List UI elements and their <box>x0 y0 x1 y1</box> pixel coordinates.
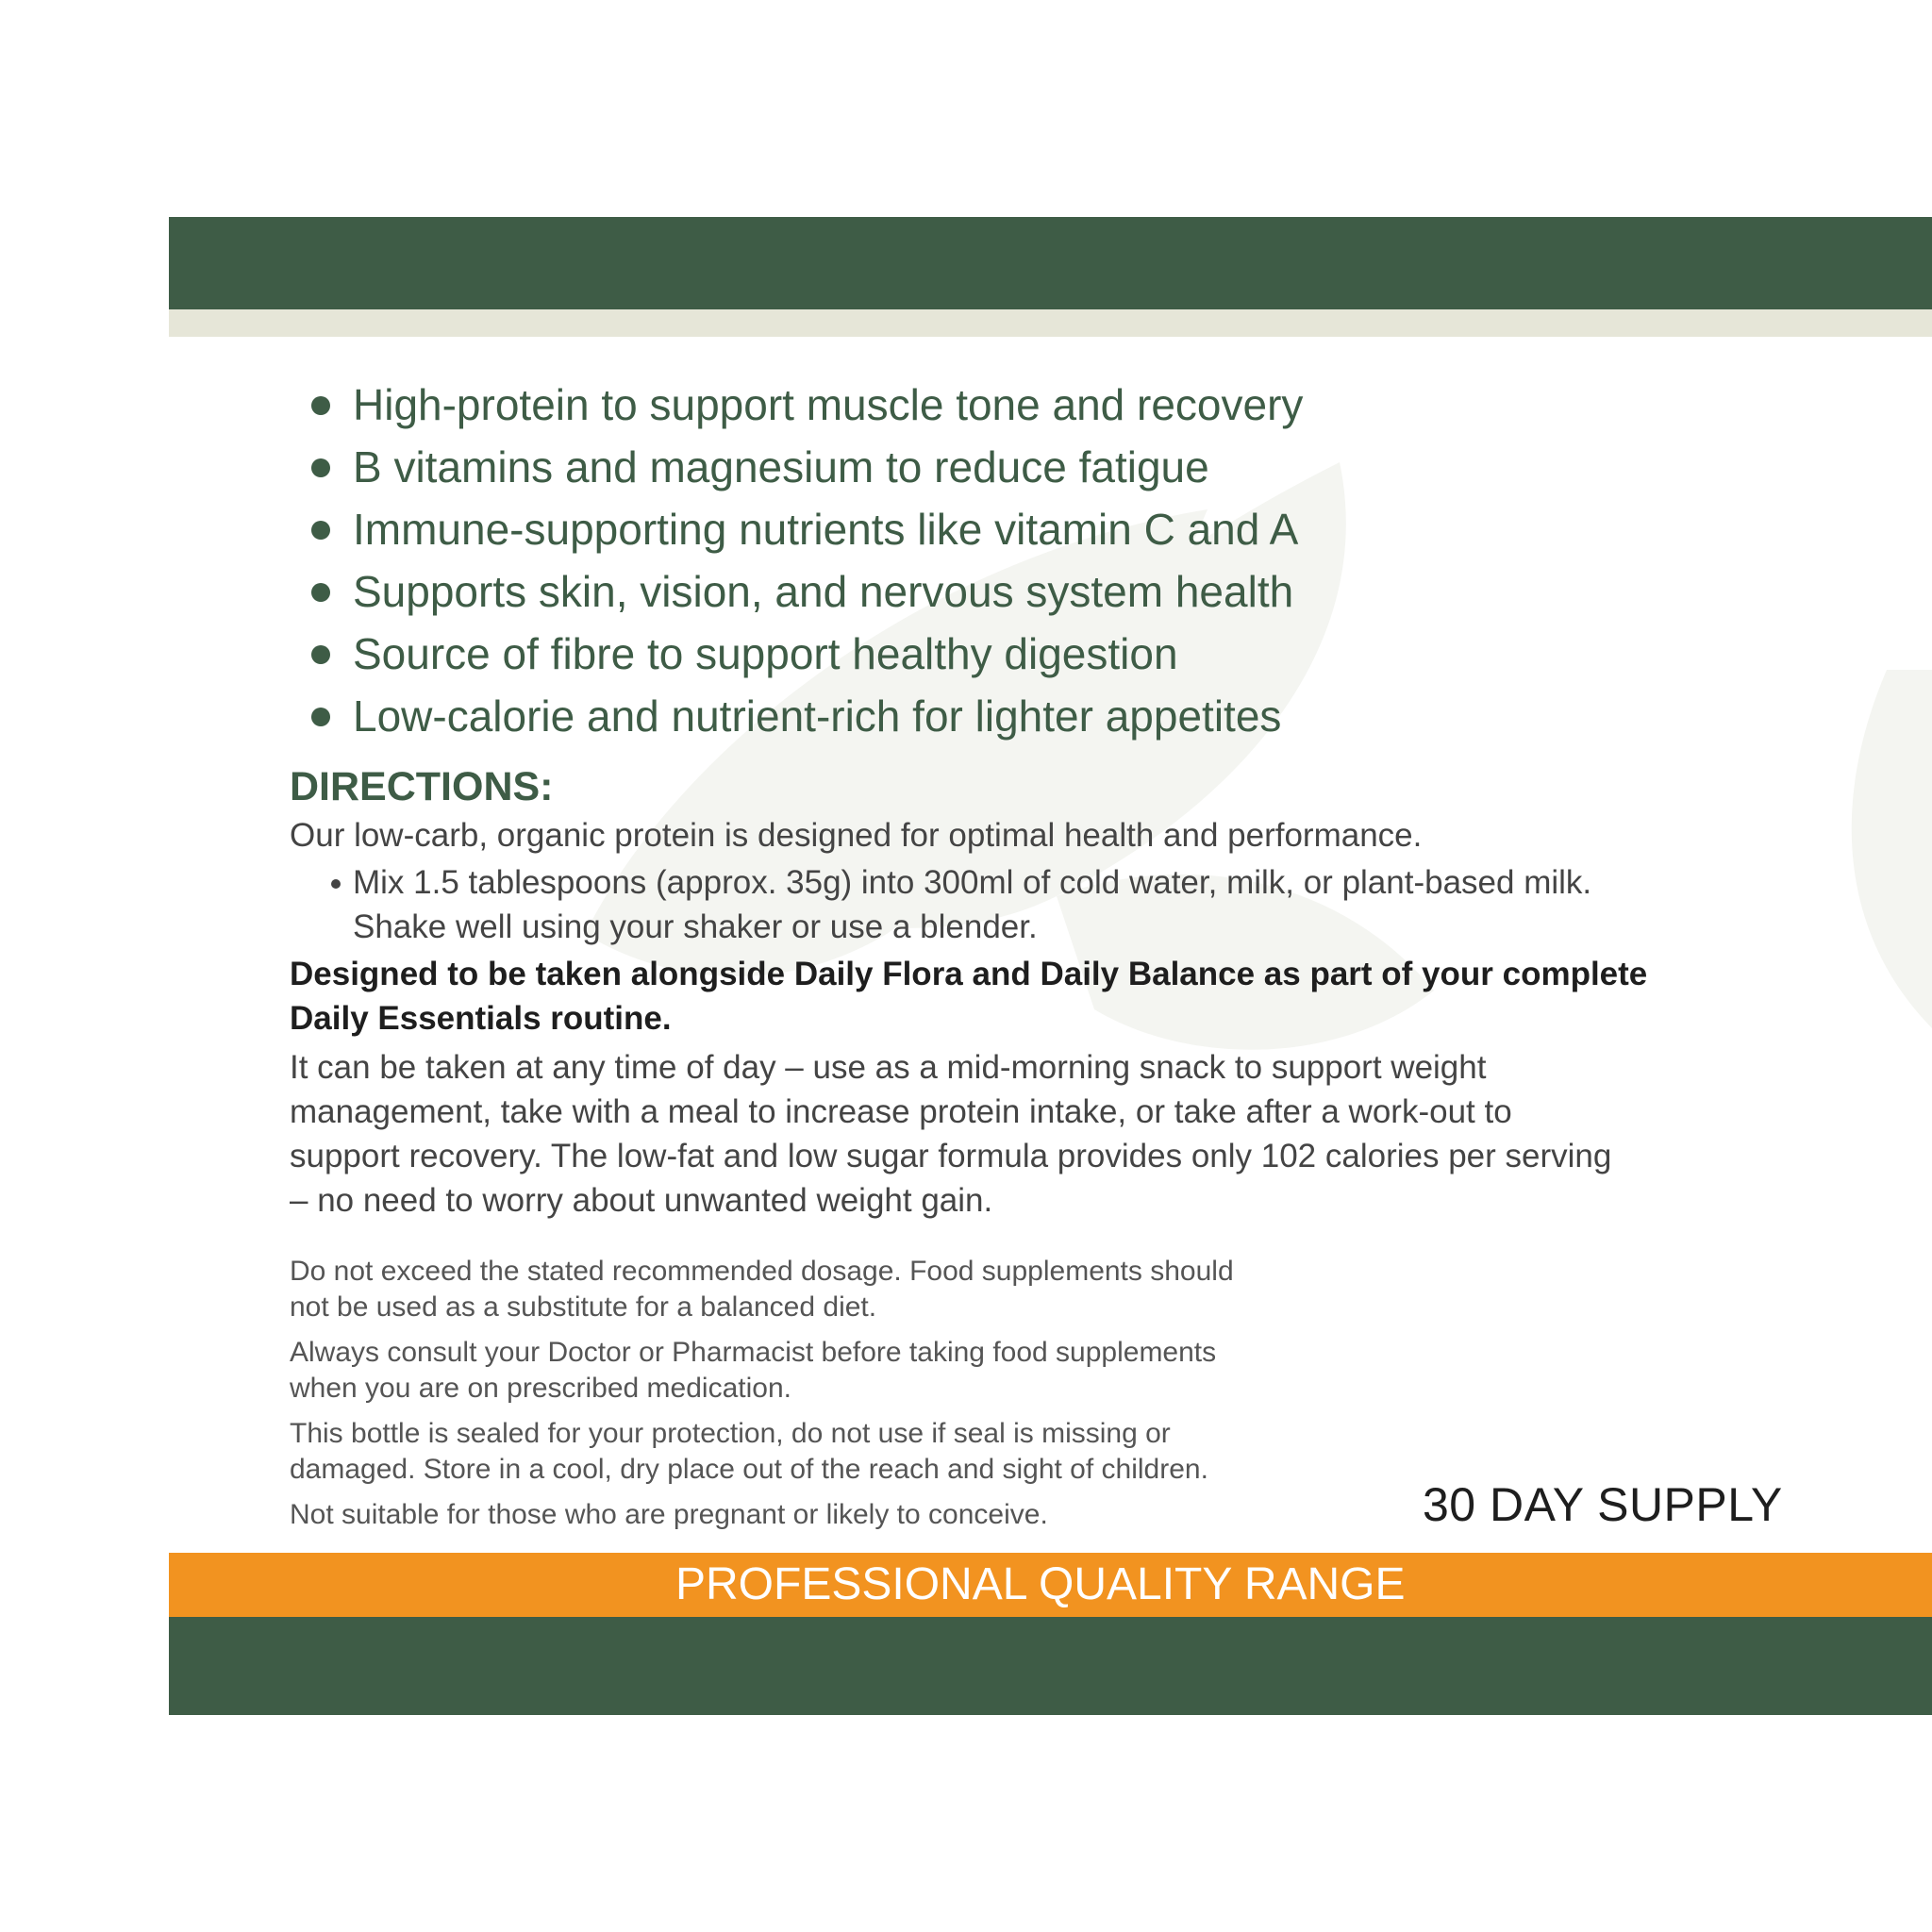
mix-instruction <box>290 860 1761 949</box>
header-cream-stripe <box>169 309 1932 337</box>
benefit-text: Source of fibre to support healthy digestion <box>353 629 1178 678</box>
supply-label: 30 DAY SUPPLY <box>1423 1478 1783 1531</box>
benefits-list <box>311 374 1303 747</box>
bullet-icon <box>311 583 330 602</box>
directions-heading: DIRECTIONS: <box>290 764 554 809</box>
benefit-item <box>311 685 1303 747</box>
usage-line: It can be taken at any time of day – use as a mid-morning snack to support weight <box>290 1049 1487 1086</box>
mix-line: Mix 1.5 tablespoons (approx. 35g) into 300ml of cold water, milk, or plant-based milk. <box>353 864 1592 901</box>
designed-line: Designed to be taken alongside Daily Flora and Daily Balance as part of your complete <box>290 956 1648 992</box>
benefit-text: Immune-supporting nutrients like vitamin C and A <box>353 505 1299 554</box>
warning-line: not be used as a substitute for a balanced diet. <box>290 1291 877 1323</box>
benefit-text: B vitamins and magnesium to reduce fatigue <box>353 442 1209 491</box>
range-label: PROFESSIONAL QUALITY RANGE <box>675 1559 1406 1609</box>
footer-green-band <box>169 1617 1932 1715</box>
usage-line: management, take with a meal to increase protein intake, or take after a work-out to <box>290 1093 1512 1130</box>
warning-line: damaged. Store in a cool, dry place out of the reach and sight of children. <box>290 1454 1208 1485</box>
usage-line: support recovery. The low-fat and low sugar formula provides only 102 calories per serving <box>290 1138 1612 1174</box>
bullet-icon <box>311 396 330 415</box>
warning-line: Not suitable for those who are pregnant or likely to conceive. <box>290 1499 1048 1530</box>
benefit-item <box>311 560 1303 623</box>
warning-paragraph <box>290 1335 1384 1407</box>
designed-note <box>290 952 1761 1041</box>
benefit-text: High-protein to support muscle tone and recovery <box>353 380 1304 429</box>
benefit-text: Supports skin, vision, and nervous system health <box>353 567 1294 616</box>
benefit-item <box>311 436 1303 498</box>
warning-paragraph <box>290 1416 1384 1488</box>
range-banner <box>169 1553 1932 1617</box>
warning-paragraph <box>290 1497 1384 1533</box>
warning-line: Always consult your Doctor or Pharmacist before taking food supplements <box>290 1337 1217 1368</box>
bullet-icon <box>331 879 341 889</box>
warning-line: Do not exceed the stated recommended dosage. Food supplements should <box>290 1256 1234 1287</box>
bullet-icon <box>311 708 330 726</box>
usage-paragraph <box>290 1045 1761 1223</box>
mix-line: Shake well using your shaker or use a blender. <box>353 908 1038 945</box>
directions-section <box>290 760 1761 1223</box>
directions-intro: Our low-carb, organic protein is designed for optimal health and performance. <box>290 817 1423 854</box>
benefit-item <box>311 498 1303 560</box>
header-green-band <box>169 217 1932 309</box>
warning-paragraph <box>290 1254 1384 1325</box>
benefit-text: Low-calorie and nutrient-rich for lighter appetites <box>353 691 1282 741</box>
bullet-icon <box>311 645 330 664</box>
benefit-item <box>311 374 1303 436</box>
usage-line: – no need to worry about unwanted weight gain. <box>290 1182 993 1219</box>
warning-line: when you are on prescribed medication. <box>290 1373 791 1404</box>
bullet-icon <box>311 458 330 477</box>
bullet-icon <box>311 521 330 540</box>
benefit-item <box>311 623 1303 685</box>
warning-line: This bottle is sealed for your protection, do not use if seal is missing or <box>290 1418 1171 1449</box>
warnings-section <box>290 1254 1384 1542</box>
designed-line: Daily Essentials routine. <box>290 1000 672 1037</box>
